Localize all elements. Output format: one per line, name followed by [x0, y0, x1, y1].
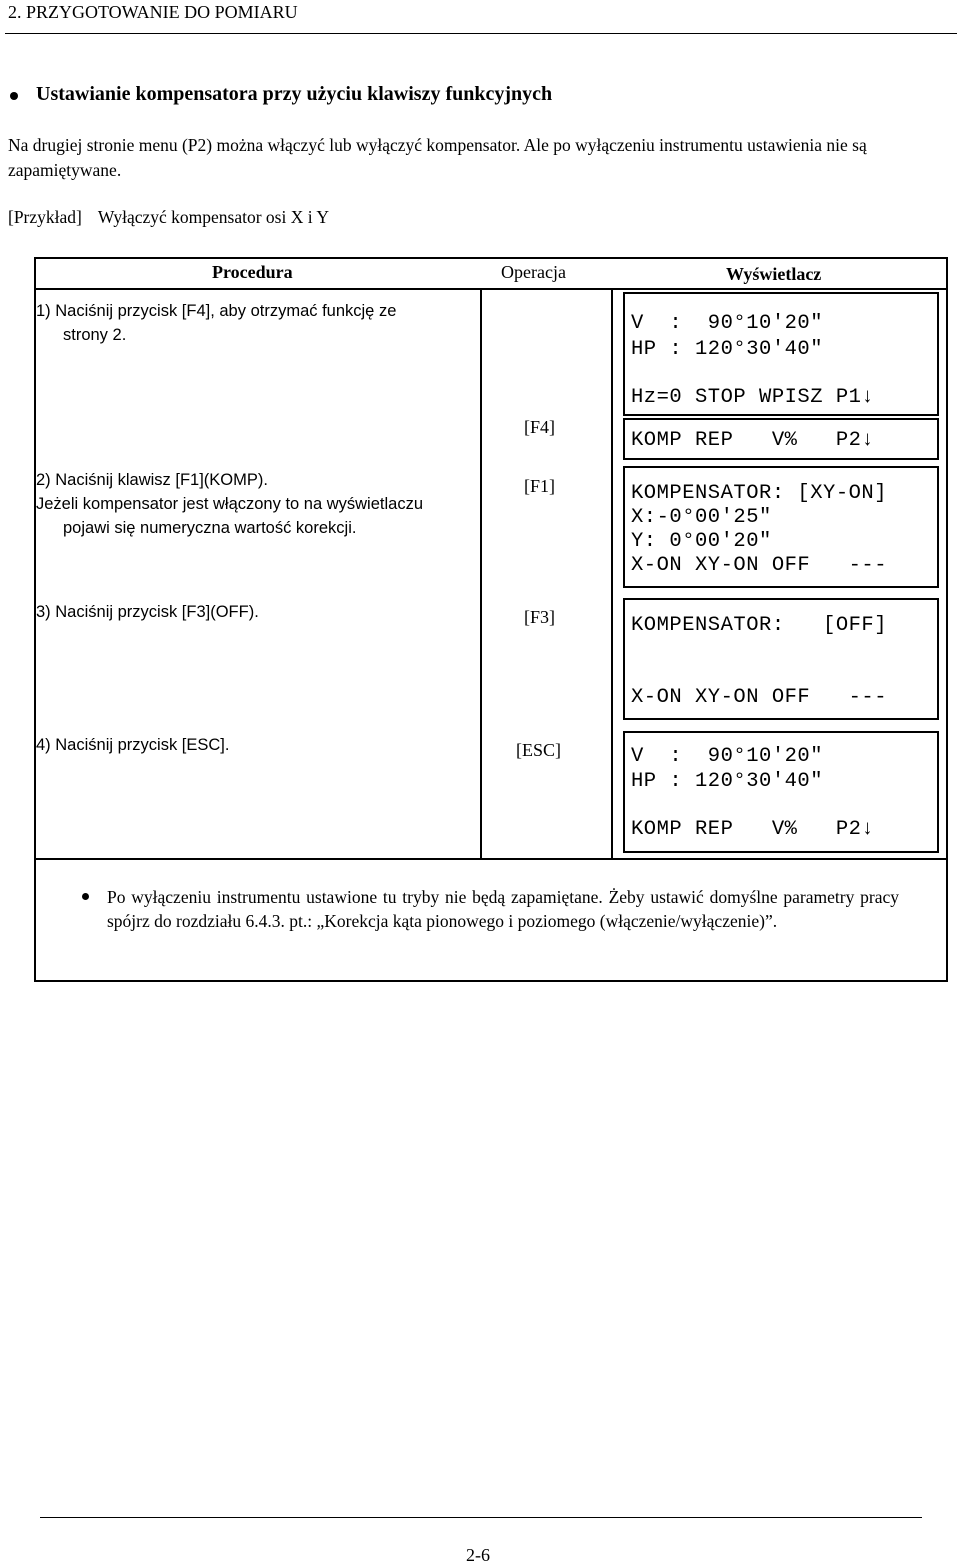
- page-number: 2-6: [466, 1545, 490, 1565]
- key-f1[interactable]: [F1]: [524, 476, 555, 496]
- key-esc[interactable]: [ESC]: [516, 740, 561, 760]
- lcd-line: KOMP REP V% P2↓: [631, 818, 875, 841]
- lcd-line: KOMPENSATOR: [OFF]: [631, 614, 888, 637]
- lcd-display-4: [623, 598, 939, 720]
- lcd-line: V : 90°10'20": [631, 745, 824, 768]
- step-4: [36, 733, 229, 757]
- section-bullet-icon: [10, 92, 18, 100]
- step-number: 1): [36, 302, 51, 320]
- header-display: Wyświetlacz: [726, 264, 822, 284]
- step-number: 2): [36, 471, 51, 489]
- step-text: Naciśnij przycisk [ESC].: [55, 736, 230, 754]
- lcd-line: KOMP REP V% P2↓: [631, 429, 875, 452]
- lcd-line: Y: 0°00'20": [631, 530, 772, 553]
- lcd-line: Hz=0 STOP WPISZ P1↓: [631, 386, 875, 409]
- step-text: Naciśnij przycisk [F4], aby otrzymać funkcję ze: [55, 302, 397, 320]
- example-text: Wyłączyć kompensator osi X i Y: [97, 207, 329, 227]
- lcd-line: X-ON XY-ON OFF ---: [631, 554, 888, 577]
- lcd-display-3: [623, 466, 939, 588]
- step-text: Naciśnij przycisk [F3](OFF).: [55, 603, 259, 621]
- lcd-line: HP : 120°30'40": [631, 338, 824, 361]
- lcd-display-1: [623, 292, 939, 416]
- step-text: strony 2.: [63, 326, 127, 344]
- lcd-line: X-ON XY-ON OFF ---: [631, 686, 888, 709]
- procedure-table: [34, 257, 948, 982]
- header-divider: [5, 33, 957, 34]
- lcd-line: V : 90°10'20": [631, 312, 824, 335]
- step-2: [36, 468, 423, 540]
- lcd-line: KOMPENSATOR: [XY-ON]: [631, 482, 888, 505]
- example-line: [8, 207, 329, 228]
- lcd-display-5: [623, 731, 939, 853]
- step-text: Jeżeli kompensator jest włączony to na wyświetlaczu: [36, 495, 424, 513]
- step-number: 4): [36, 736, 51, 754]
- intro-paragraph: Na drugiej stronie menu (P2) można włączyć lub wyłączyć kompensator. Ale po wyłączeniu instrumentu ustawienia nie są zapamiętywane.: [8, 135, 867, 180]
- lcd-line: HP : 120°30'40": [631, 770, 824, 793]
- table-bottom-divider: [36, 858, 946, 860]
- note-bullet-icon: [82, 893, 89, 900]
- header-row-divider: [36, 288, 946, 290]
- section-title: Ustawianie kompensatora przy użyciu klawiszy funkcyjnych: [36, 83, 553, 105]
- display-column-divider: [611, 288, 613, 859]
- lcd-line: X:-0°00'25": [631, 506, 772, 529]
- key-f4[interactable]: [F4]: [524, 417, 555, 437]
- footer-divider: [40, 1517, 922, 1518]
- step-3: [36, 600, 259, 624]
- example-label: [Przykład]: [8, 207, 82, 227]
- operation-column-left-divider: [480, 288, 482, 859]
- header-operation: Operacja: [501, 262, 566, 282]
- chapter-header: 2. PRZYGOTOWANIE DO POMIARU: [8, 2, 298, 22]
- step-text: pojawi się numeryczna wartość korekcji.: [63, 519, 357, 537]
- lcd-display-2: [623, 418, 939, 460]
- header-procedure: Procedura: [212, 262, 293, 282]
- step-number: 3): [36, 603, 51, 621]
- step-1: [36, 299, 396, 347]
- note-paragraph: Po wyłączeniu instrumentu ustawione tu tryby nie będą zapamiętane. Żeby ustawić domyślne parametry pracy spójrz do rozdziału 6.4.3. pt.: „Korekcja kąta pionowego i poziomego (włączenie/wyłączenie)”.: [107, 887, 899, 931]
- step-text: Naciśnij klawisz [F1](KOMP).: [55, 471, 268, 489]
- key-f3[interactable]: [F3]: [524, 607, 555, 627]
